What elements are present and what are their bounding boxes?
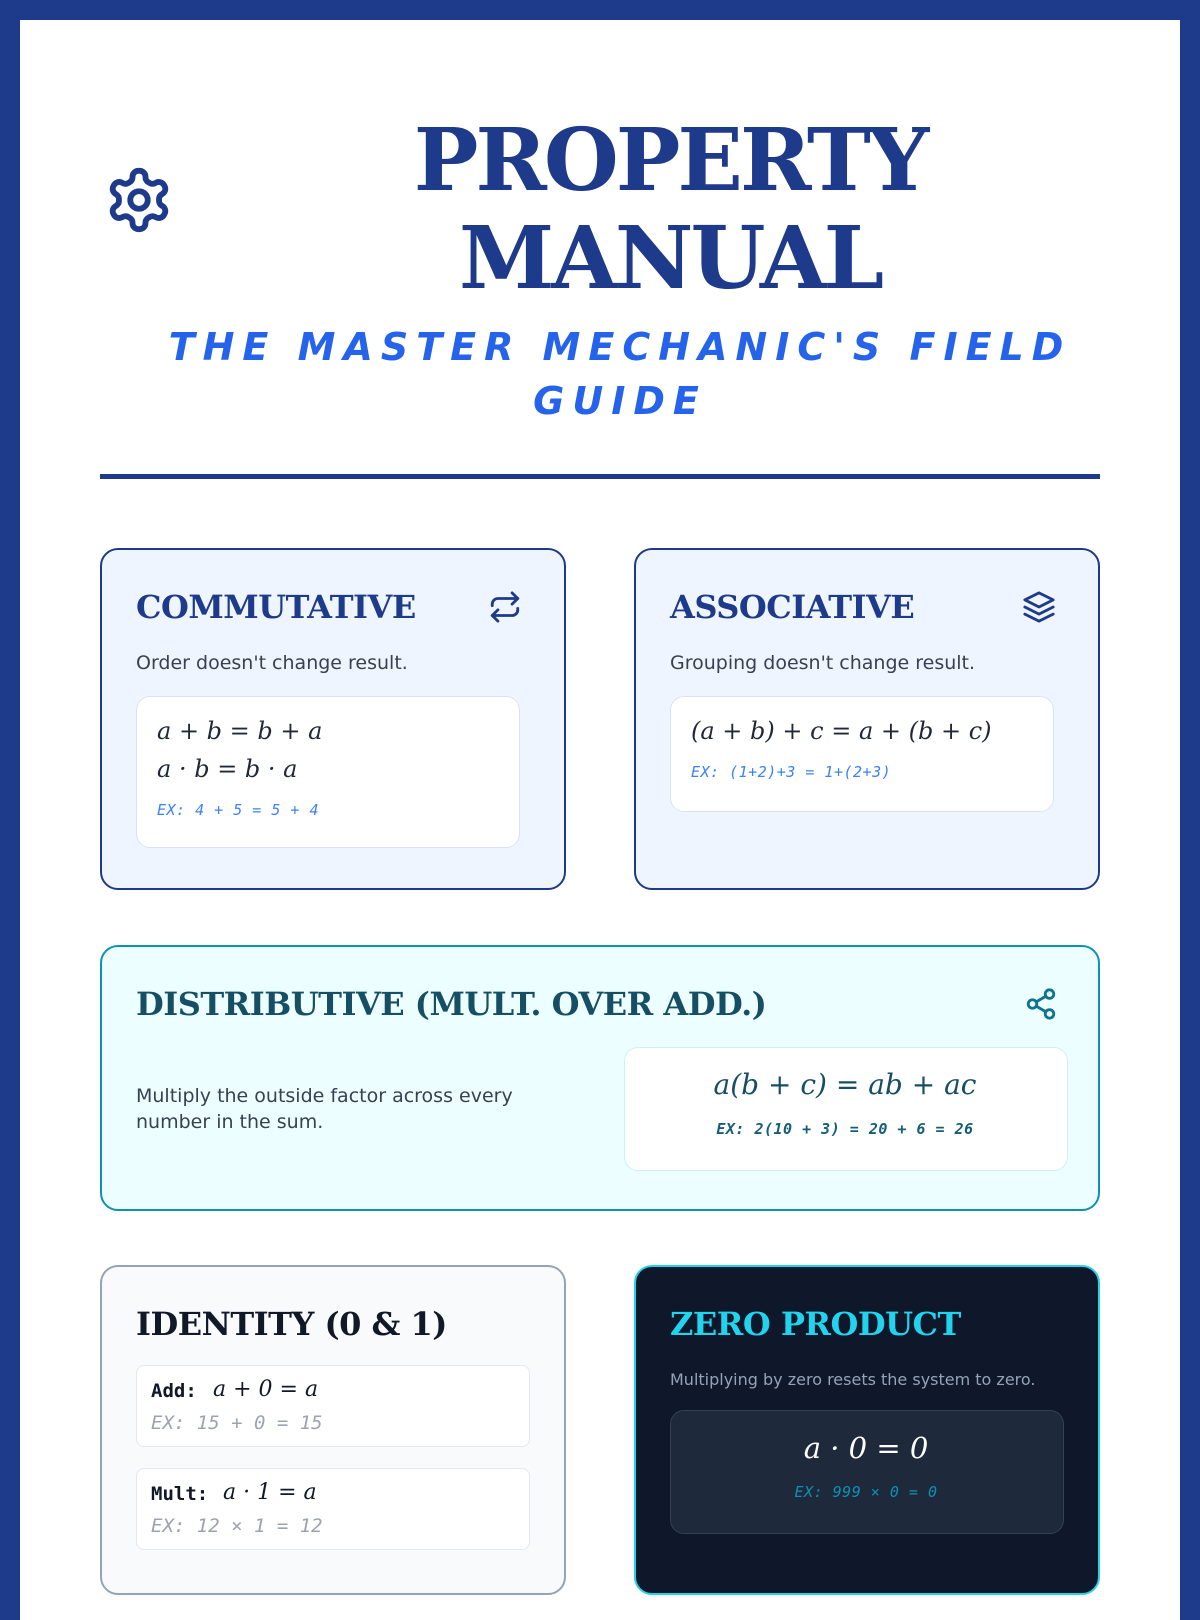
commutative-card [100, 548, 566, 890]
distributive-card [100, 945, 1100, 1211]
associative-title: ASSOCIATIVE [670, 588, 915, 626]
header-divider [100, 474, 1100, 479]
zero-product-title: ZERO PRODUCT [670, 1305, 961, 1343]
commutative-title: COMMUTATIVE [136, 588, 416, 626]
identity-mult-example: EX: 12 × 1 = 12 [151, 1515, 323, 1537]
commutative-example: EX: 4 + 5 = 5 + 4 [157, 801, 320, 819]
zero-product-example: EX: 999 × 0 = 0 [794, 1483, 938, 1501]
commutative-formula-add: a + b = b + a [157, 717, 323, 745]
zero-product-card [634, 1265, 1100, 1595]
identity-title: IDENTITY (0 & 1) [136, 1305, 447, 1343]
title-line-1: PROPERTY [413, 110, 927, 211]
property-manual-page [20, 20, 1180, 1620]
identity-add-formula: a + 0 = a [213, 1377, 319, 1402]
distributive-formula: a(b + c) = ab + ac [713, 1068, 977, 1101]
distributive-formula-box [624, 1047, 1068, 1171]
zero-product-formula-box [670, 1410, 1064, 1534]
gear-icon [104, 165, 174, 235]
identity-add-example: EX: 15 + 0 = 15 [151, 1412, 323, 1434]
identity-add-label: Add: [151, 1380, 197, 1402]
title-line-2: MANUAL [458, 208, 882, 309]
zero-product-description: Multiplying by zero resets the system to zero. [670, 1370, 1036, 1389]
associative-example: EX: (1+2)+3 = 1+(2+3) [691, 763, 892, 781]
identity-mult-box [136, 1468, 530, 1550]
page-subtitle: THE MASTER MECHANIC'S FIELD GUIDE [168, 325, 1072, 423]
identity-add-box [136, 1365, 530, 1447]
layers-icon [1022, 590, 1056, 624]
distributive-description: Multiply the outside factor across every number in the sum. [136, 1085, 513, 1133]
identity-mult-label: Mult: [151, 1483, 209, 1505]
page-title [170, 112, 1170, 308]
associative-description: Grouping doesn't change result. [670, 652, 976, 674]
associative-formula: (a + b) + c = a + (b + c) [691, 717, 992, 745]
swap-arrows-icon [488, 590, 522, 624]
identity-card [100, 1265, 566, 1595]
distributive-example: EX: 2(10 + 3) = 20 + 6 = 26 [716, 1120, 974, 1138]
commutative-formula-box [136, 696, 520, 848]
associative-formula-box [670, 696, 1054, 812]
commutative-description: Order doesn't change result. [136, 652, 408, 674]
zero-product-formula: a · 0 = 0 [803, 1431, 929, 1465]
associative-card [634, 548, 1100, 890]
share-icon [1024, 987, 1058, 1021]
identity-mult-formula: a · 1 = a [223, 1480, 317, 1505]
distributive-title: DISTRIBUTIVE (MULT. OVER ADD.) [136, 985, 767, 1023]
commutative-formula-mult: a · b = b · a [157, 755, 298, 783]
